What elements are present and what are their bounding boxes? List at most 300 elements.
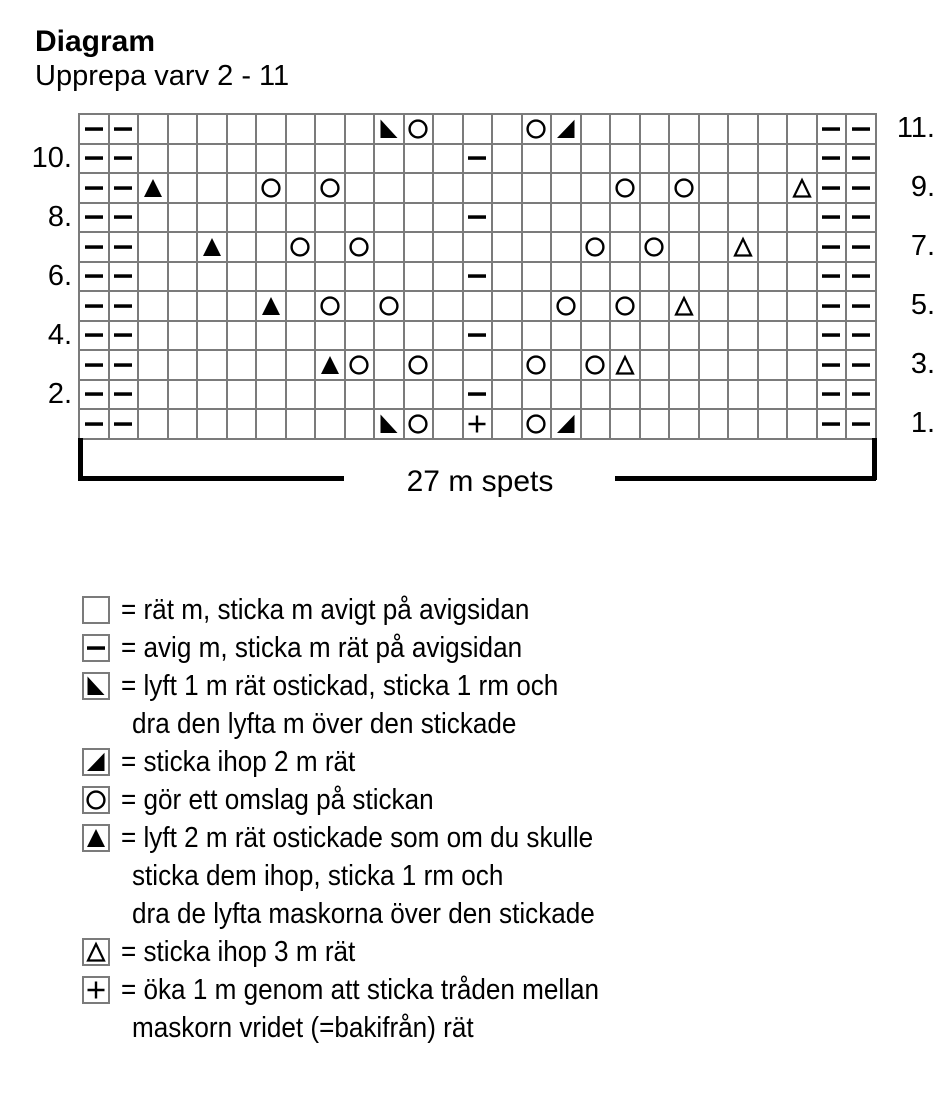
chart-cell <box>79 203 109 233</box>
chart-cell <box>699 409 729 439</box>
chart-cell <box>197 380 227 410</box>
yarn-over-icon <box>84 788 108 812</box>
chart-cell <box>846 173 876 203</box>
chart-cell <box>551 144 581 174</box>
chart-cell <box>404 232 434 262</box>
chart-cell <box>256 262 286 292</box>
chart-cell <box>522 409 552 439</box>
chart-cell <box>728 380 758 410</box>
legend-entry <box>82 629 652 667</box>
chart-cell <box>433 291 463 321</box>
row-number: 11. <box>896 112 935 144</box>
chart-cell <box>581 380 611 410</box>
chart-cell <box>433 114 463 144</box>
sl2-k1-p2sso-icon <box>84 826 108 850</box>
symbol-legend <box>82 591 652 1047</box>
chart-cell <box>109 173 139 203</box>
purl-dash-icon <box>849 235 873 259</box>
chart-cell <box>699 380 729 410</box>
chart-cell <box>610 380 640 410</box>
chart-cell <box>787 409 817 439</box>
chart-cell <box>197 321 227 351</box>
chart-cell <box>581 203 611 233</box>
legend-symbol-box <box>82 748 110 776</box>
chart-cell <box>256 380 286 410</box>
chart-cell <box>463 380 493 410</box>
chart-cell <box>315 114 345 144</box>
chart-cell <box>138 321 168 351</box>
chart-cell <box>817 380 847 410</box>
yarn-over-icon <box>318 176 342 200</box>
chart-cell <box>492 173 522 203</box>
row-number: 10. <box>31 141 72 174</box>
k3tog-icon <box>790 176 814 200</box>
legend-entry <box>82 781 652 819</box>
chart-cell <box>787 291 817 321</box>
chart-cell <box>787 173 817 203</box>
chart-cell <box>374 144 404 174</box>
legend-text: dra de lyfta maskorna över den stickade <box>132 897 595 930</box>
chart-cell <box>79 232 109 262</box>
chart-cell <box>109 203 139 233</box>
chart-cell <box>315 409 345 439</box>
chart-cell <box>699 350 729 380</box>
purl-dash-icon <box>819 117 843 141</box>
chart-cell <box>581 144 611 174</box>
sl1-k1-psso-icon <box>84 674 108 698</box>
chart-cell <box>227 380 257 410</box>
chart-cell <box>197 350 227 380</box>
chart-cell <box>109 321 139 351</box>
purl-dash-icon <box>849 264 873 288</box>
chart-cell <box>286 321 316 351</box>
legend-text: = lyft 1 m rät ostickad, sticka 1 rm och <box>121 669 559 702</box>
chart-cell <box>463 114 493 144</box>
chart-cell <box>581 232 611 262</box>
legend-text: sticka dem ihop, sticka 1 rm och <box>132 859 504 892</box>
purl-dash-icon <box>849 117 873 141</box>
chart-cell <box>522 173 552 203</box>
chart-cell <box>286 173 316 203</box>
chart-cell <box>463 173 493 203</box>
chart-cell <box>492 262 522 292</box>
chart-cell <box>581 409 611 439</box>
chart-cell <box>138 350 168 380</box>
k2tog-icon <box>84 750 108 774</box>
k2tog-icon <box>554 412 578 436</box>
chart-cell <box>817 173 847 203</box>
purl-dash-icon <box>465 382 489 406</box>
legend-symbol-box <box>82 976 110 1004</box>
chart-cell <box>256 203 286 233</box>
m1-twisted-icon <box>465 412 489 436</box>
chart-cell <box>640 262 670 292</box>
chart-cell <box>168 262 198 292</box>
chart-cell <box>256 232 286 262</box>
legend-continuation-line <box>82 705 652 743</box>
chart-cell <box>138 232 168 262</box>
chart-cell <box>197 262 227 292</box>
chart-cell <box>345 203 375 233</box>
chart-cell <box>256 173 286 203</box>
chart-cell <box>168 409 198 439</box>
chart-cell <box>79 114 109 144</box>
chart-cell <box>345 232 375 262</box>
chart-cell <box>404 262 434 292</box>
chart-cell <box>492 144 522 174</box>
chart-cell <box>551 291 581 321</box>
legend-continuation-line <box>82 895 652 933</box>
purl-dash-icon <box>849 205 873 229</box>
chart-cell <box>551 114 581 144</box>
chart-cell <box>197 409 227 439</box>
chart-cell <box>728 144 758 174</box>
yarn-over-icon <box>583 235 607 259</box>
purl-dash-icon <box>111 205 135 229</box>
chart-cell <box>669 409 699 439</box>
chart-cell <box>699 262 729 292</box>
chart-cell <box>227 173 257 203</box>
chart-cell <box>669 173 699 203</box>
yarn-over-icon <box>347 353 371 377</box>
chart-cell <box>197 232 227 262</box>
yarn-over-icon <box>347 235 371 259</box>
chart-cell <box>522 321 552 351</box>
chart-cell <box>787 232 817 262</box>
legend-text: = öka 1 m genom att sticka tråden mellan <box>121 973 600 1006</box>
chart-cell <box>463 291 493 321</box>
yarn-over-icon <box>259 176 283 200</box>
chart-cell <box>433 232 463 262</box>
chart-cell <box>669 350 699 380</box>
chart-cell <box>404 291 434 321</box>
chart-cell <box>787 114 817 144</box>
purl-dash-icon <box>111 117 135 141</box>
chart-cell <box>404 114 434 144</box>
chart-cell <box>581 262 611 292</box>
chart-cell <box>669 114 699 144</box>
chart-cell <box>286 409 316 439</box>
chart-cell <box>699 321 729 351</box>
chart-cell <box>168 380 198 410</box>
chart-cell <box>846 409 876 439</box>
chart-cell <box>227 409 257 439</box>
chart-cell <box>699 232 729 262</box>
chart-cell <box>138 203 168 233</box>
chart-cell <box>374 232 404 262</box>
chart-cell <box>138 409 168 439</box>
purl-dash-icon <box>819 235 843 259</box>
chart-cell <box>404 321 434 351</box>
chart-cell <box>728 291 758 321</box>
chart-cell <box>817 262 847 292</box>
chart-cell <box>404 144 434 174</box>
yarn-over-icon <box>524 412 548 436</box>
chart-cell <box>315 321 345 351</box>
chart-cell <box>610 173 640 203</box>
chart-cell <box>728 262 758 292</box>
repeat-instruction: Upprepa varv 2 - 11 <box>35 60 290 92</box>
chart-cell <box>256 350 286 380</box>
chart-cell <box>581 321 611 351</box>
legend-continuation-line <box>82 1009 652 1047</box>
chart-cell <box>79 144 109 174</box>
chart-cell <box>758 291 788 321</box>
chart-cell <box>846 350 876 380</box>
chart-cell <box>168 114 198 144</box>
purl-dash-icon <box>819 176 843 200</box>
chart-cell <box>256 114 286 144</box>
chart-cell <box>227 144 257 174</box>
bracket-right-bar <box>615 476 876 481</box>
chart-cell <box>315 380 345 410</box>
chart-cell <box>817 291 847 321</box>
row-number: 2. <box>47 377 72 410</box>
purl-dash-icon <box>111 323 135 347</box>
chart-cell <box>109 232 139 262</box>
legend-text: dra den lyfta m över den stickade <box>132 707 517 740</box>
purl-dash-icon <box>111 264 135 288</box>
chart-cell <box>846 144 876 174</box>
chart-cell <box>404 350 434 380</box>
purl-dash-icon <box>111 382 135 406</box>
chart-cell <box>433 203 463 233</box>
chart-cell <box>669 203 699 233</box>
chart-cell <box>846 291 876 321</box>
chart-cell <box>492 232 522 262</box>
chart-cell <box>846 114 876 144</box>
sl2-k1-p2sso-icon <box>318 353 342 377</box>
legend-text: = gör ett omslag på stickan <box>121 783 434 816</box>
purl-dash-icon <box>82 235 106 259</box>
chart-cell <box>256 321 286 351</box>
chart-cell <box>758 380 788 410</box>
purl-dash-icon <box>465 264 489 288</box>
chart-cell <box>699 291 729 321</box>
chart-cell <box>404 409 434 439</box>
chart-cell <box>227 291 257 321</box>
yarn-over-icon <box>613 294 637 318</box>
chart-cell <box>197 291 227 321</box>
chart-cell <box>345 173 375 203</box>
purl-dash-icon <box>849 146 873 170</box>
chart-cell <box>787 321 817 351</box>
chart-cell <box>758 262 788 292</box>
chart-cell <box>315 350 345 380</box>
chart-cell <box>492 350 522 380</box>
purl-dash-icon <box>82 323 106 347</box>
legend-entry <box>82 933 652 971</box>
k2tog-icon <box>554 117 578 141</box>
chart-cell <box>551 232 581 262</box>
chart-cell <box>846 262 876 292</box>
row-number: 1. <box>910 407 935 439</box>
purl-dash-icon <box>819 412 843 436</box>
chart-cell <box>640 203 670 233</box>
chart-cell <box>374 114 404 144</box>
chart-cell <box>79 350 109 380</box>
chart-cell <box>227 114 257 144</box>
chart-cell <box>492 409 522 439</box>
legend-symbol-box <box>82 938 110 966</box>
chart-cell <box>374 350 404 380</box>
chart-cell <box>345 291 375 321</box>
k3tog-icon <box>84 940 108 964</box>
chart-cell <box>463 203 493 233</box>
purl-dash-icon <box>849 412 873 436</box>
chart-cell <box>817 203 847 233</box>
yarn-over-icon <box>377 294 401 318</box>
chart-cell <box>109 350 139 380</box>
chart-cell <box>109 291 139 321</box>
chart-cell <box>463 321 493 351</box>
chart-cell <box>256 291 286 321</box>
chart-cell <box>463 262 493 292</box>
purl-dash-icon <box>465 323 489 347</box>
chart-cell <box>551 203 581 233</box>
chart-cell <box>463 350 493 380</box>
purl-dash-icon <box>82 412 106 436</box>
yarn-over-icon <box>406 117 430 141</box>
purl-dash-icon <box>819 353 843 377</box>
chart-cell <box>787 350 817 380</box>
legend-text: = rät m, sticka m avigt på avigsidan <box>121 593 530 626</box>
chart-cell <box>256 409 286 439</box>
purl-dash-icon <box>111 412 135 436</box>
chart-cell <box>758 350 788 380</box>
purl-dash-icon <box>111 146 135 170</box>
k3tog-icon <box>613 353 637 377</box>
legend-entry <box>82 591 652 629</box>
chart-cell <box>610 144 640 174</box>
chart-cell <box>817 321 847 351</box>
row-number: 7. <box>910 230 935 262</box>
purl-dash-icon <box>82 382 106 406</box>
chart-cell <box>522 114 552 144</box>
legend-text: = sticka ihop 3 m rät <box>121 935 356 968</box>
chart-cell <box>522 203 552 233</box>
chart-cell <box>640 173 670 203</box>
chart-cell <box>610 232 640 262</box>
chart-cell <box>109 144 139 174</box>
chart-cell <box>492 114 522 144</box>
chart-cell <box>433 380 463 410</box>
purl-dash-icon <box>819 264 843 288</box>
chart-cell <box>699 114 729 144</box>
chart-cell <box>817 409 847 439</box>
purl-dash-icon <box>82 353 106 377</box>
chart-cell <box>168 144 198 174</box>
chart-cell <box>374 380 404 410</box>
chart-cell <box>640 380 670 410</box>
chart-cell <box>168 291 198 321</box>
m1-twisted-icon <box>84 978 108 1002</box>
chart-cell <box>522 291 552 321</box>
chart-cell <box>492 291 522 321</box>
chart-cell <box>581 173 611 203</box>
chart-cell <box>286 350 316 380</box>
legend-text: = avig m, sticka m rät på avigsidan <box>121 631 523 664</box>
chart-cell <box>109 262 139 292</box>
yarn-over-icon <box>288 235 312 259</box>
knitting-chart-grid <box>78 113 877 440</box>
chart-cell <box>699 203 729 233</box>
row-number: 3. <box>910 348 935 380</box>
chart-cell <box>168 203 198 233</box>
chart-cell <box>551 409 581 439</box>
chart-cell <box>610 409 640 439</box>
chart-cell <box>787 262 817 292</box>
chart-cell <box>227 232 257 262</box>
chart-cell <box>227 321 257 351</box>
chart-cell <box>728 173 758 203</box>
chart-cell <box>227 262 257 292</box>
chart-cell <box>610 291 640 321</box>
k3tog-icon <box>672 294 696 318</box>
chart-cell <box>492 203 522 233</box>
chart-cell <box>168 232 198 262</box>
purl-dash-icon <box>82 205 106 229</box>
chart-cell <box>79 262 109 292</box>
chart-cell <box>286 114 316 144</box>
chart-cell <box>610 321 640 351</box>
chart-cell <box>79 291 109 321</box>
chart-cell <box>345 114 375 144</box>
chart-cell <box>227 350 257 380</box>
chart-cell <box>551 380 581 410</box>
chart-cell <box>315 173 345 203</box>
chart-cell <box>787 203 817 233</box>
chart-cell <box>109 409 139 439</box>
purl-dash-icon <box>819 294 843 318</box>
purl-dash-icon <box>849 382 873 406</box>
chart-cell <box>374 173 404 203</box>
chart-cell <box>640 232 670 262</box>
yarn-over-icon <box>613 176 637 200</box>
chart-cell <box>433 321 463 351</box>
purl-dash-icon <box>111 294 135 318</box>
chart-cell <box>286 144 316 174</box>
chart-cell <box>640 291 670 321</box>
chart-cell <box>374 321 404 351</box>
chart-cell <box>846 380 876 410</box>
chart-cell <box>168 173 198 203</box>
chart-cell <box>846 203 876 233</box>
sl1-k1-psso-icon <box>377 117 401 141</box>
chart-cell <box>433 262 463 292</box>
chart-cell <box>463 232 493 262</box>
chart-cell <box>286 203 316 233</box>
chart-cell <box>522 232 552 262</box>
chart-cell <box>109 114 139 144</box>
chart-cell <box>492 380 522 410</box>
chart-cell <box>787 380 817 410</box>
chart-cell <box>699 173 729 203</box>
chart-cell <box>610 114 640 144</box>
chart-cell <box>404 380 434 410</box>
row-number: 5. <box>910 289 935 321</box>
chart-cell <box>197 114 227 144</box>
purl-dash-icon <box>82 176 106 200</box>
chart-cell <box>138 262 168 292</box>
sl2-k1-p2sso-icon <box>200 235 224 259</box>
chart-cell <box>315 262 345 292</box>
chart-cell <box>817 350 847 380</box>
legend-entry <box>82 971 652 1009</box>
chart-cell <box>345 380 375 410</box>
yarn-over-icon <box>524 117 548 141</box>
chart-cell <box>758 173 788 203</box>
